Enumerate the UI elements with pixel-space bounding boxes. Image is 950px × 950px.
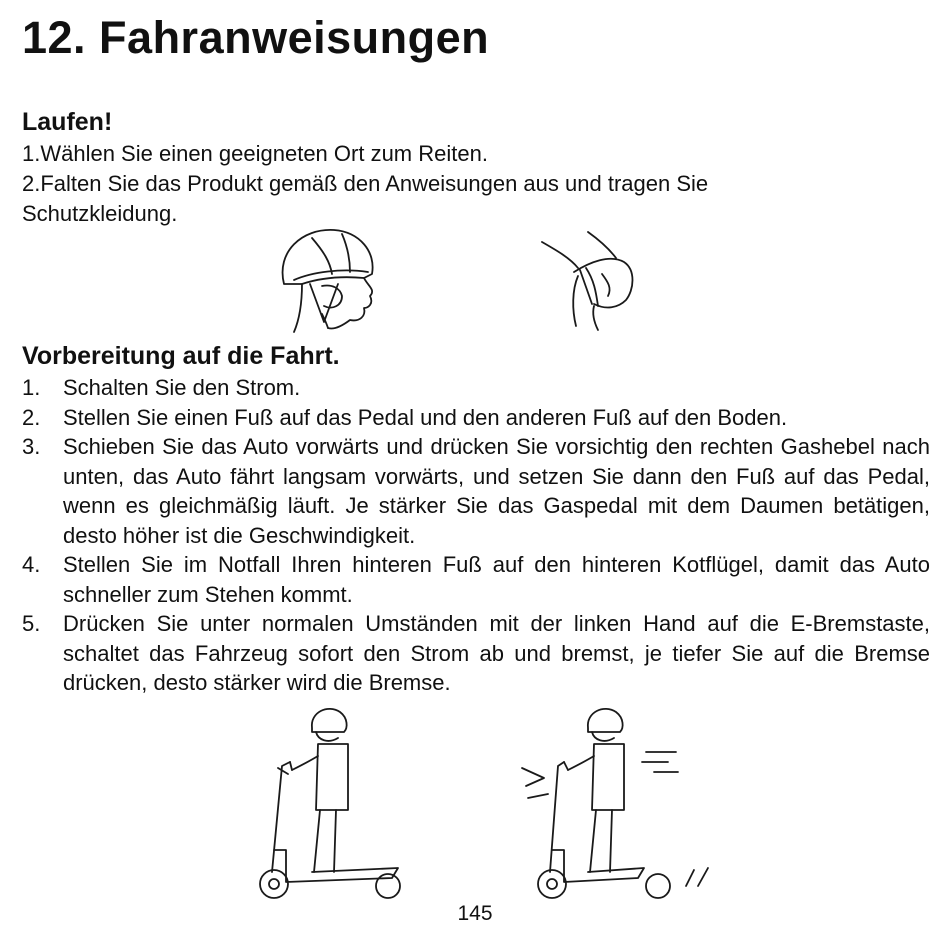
step-item	[22, 403, 930, 433]
knee-pad-icon	[536, 228, 646, 333]
step-item	[22, 550, 930, 609]
helmet-icon	[272, 222, 382, 334]
step-number: 5.	[22, 611, 41, 636]
step-text: Stellen Sie im Notfall Ihren hinteren Fuß auf den hinteren Kotflügel, damit das Auto schneller zum Stehen kommt.	[63, 552, 930, 607]
step-number: 2.	[22, 404, 41, 430]
preparation-steps-list	[22, 373, 930, 698]
step-number: 4.	[22, 552, 41, 577]
section-heading-vorbereitung: Vorbereitung auf die Fahrt.	[22, 342, 340, 370]
scooter-rider-moving-icon	[518, 700, 718, 905]
page-title: 12. Fahranweisungen	[22, 12, 490, 63]
step-text: Drücken Sie unter normalen Umständen mit der linken Hand auf die E-Bremstaste, schaltet das Fahrzeug sofort den Strom ab und bremst, je tiefer Sie auf die Bremse drücken, desto stärker wird die Bremse.	[63, 611, 930, 695]
step-item	[22, 373, 930, 403]
step-text: Stellen Sie einen Fuß auf das Pedal und den anderen Fuß auf den Boden.	[63, 404, 788, 430]
step-number: 3.	[22, 434, 41, 459]
page-number: 145	[457, 902, 493, 925]
step-item	[22, 609, 930, 698]
laufen-line-2: 2.Falten Sie das Produkt gemäß den Anweisungen aus und tragen Sie Schutzkleidung.	[22, 171, 709, 226]
step-item	[22, 432, 930, 550]
laufen-line-1: 1.Wählen Sie einen geeigneten Ort zum Reiten.	[22, 141, 488, 166]
step-text: Schalten Sie den Strom.	[63, 375, 301, 400]
step-number: 1.	[22, 375, 41, 400]
scooter-rider-icon	[252, 700, 422, 905]
step-text: Schieben Sie das Auto vorwärts und drücken Sie vorsichtig den rechten Gashebel nach unten, das Auto fährt langsam vorwärts, und setzen Sie dann den Fuß auf das Pedal, wenn es gleichmäßig läuft. Je stärker Sie das Gaspedal mit dem Daumen betätigen, desto höher ist die Geschwindigkeit.	[63, 434, 930, 548]
section-heading-laufen: Laufen!	[22, 108, 113, 136]
